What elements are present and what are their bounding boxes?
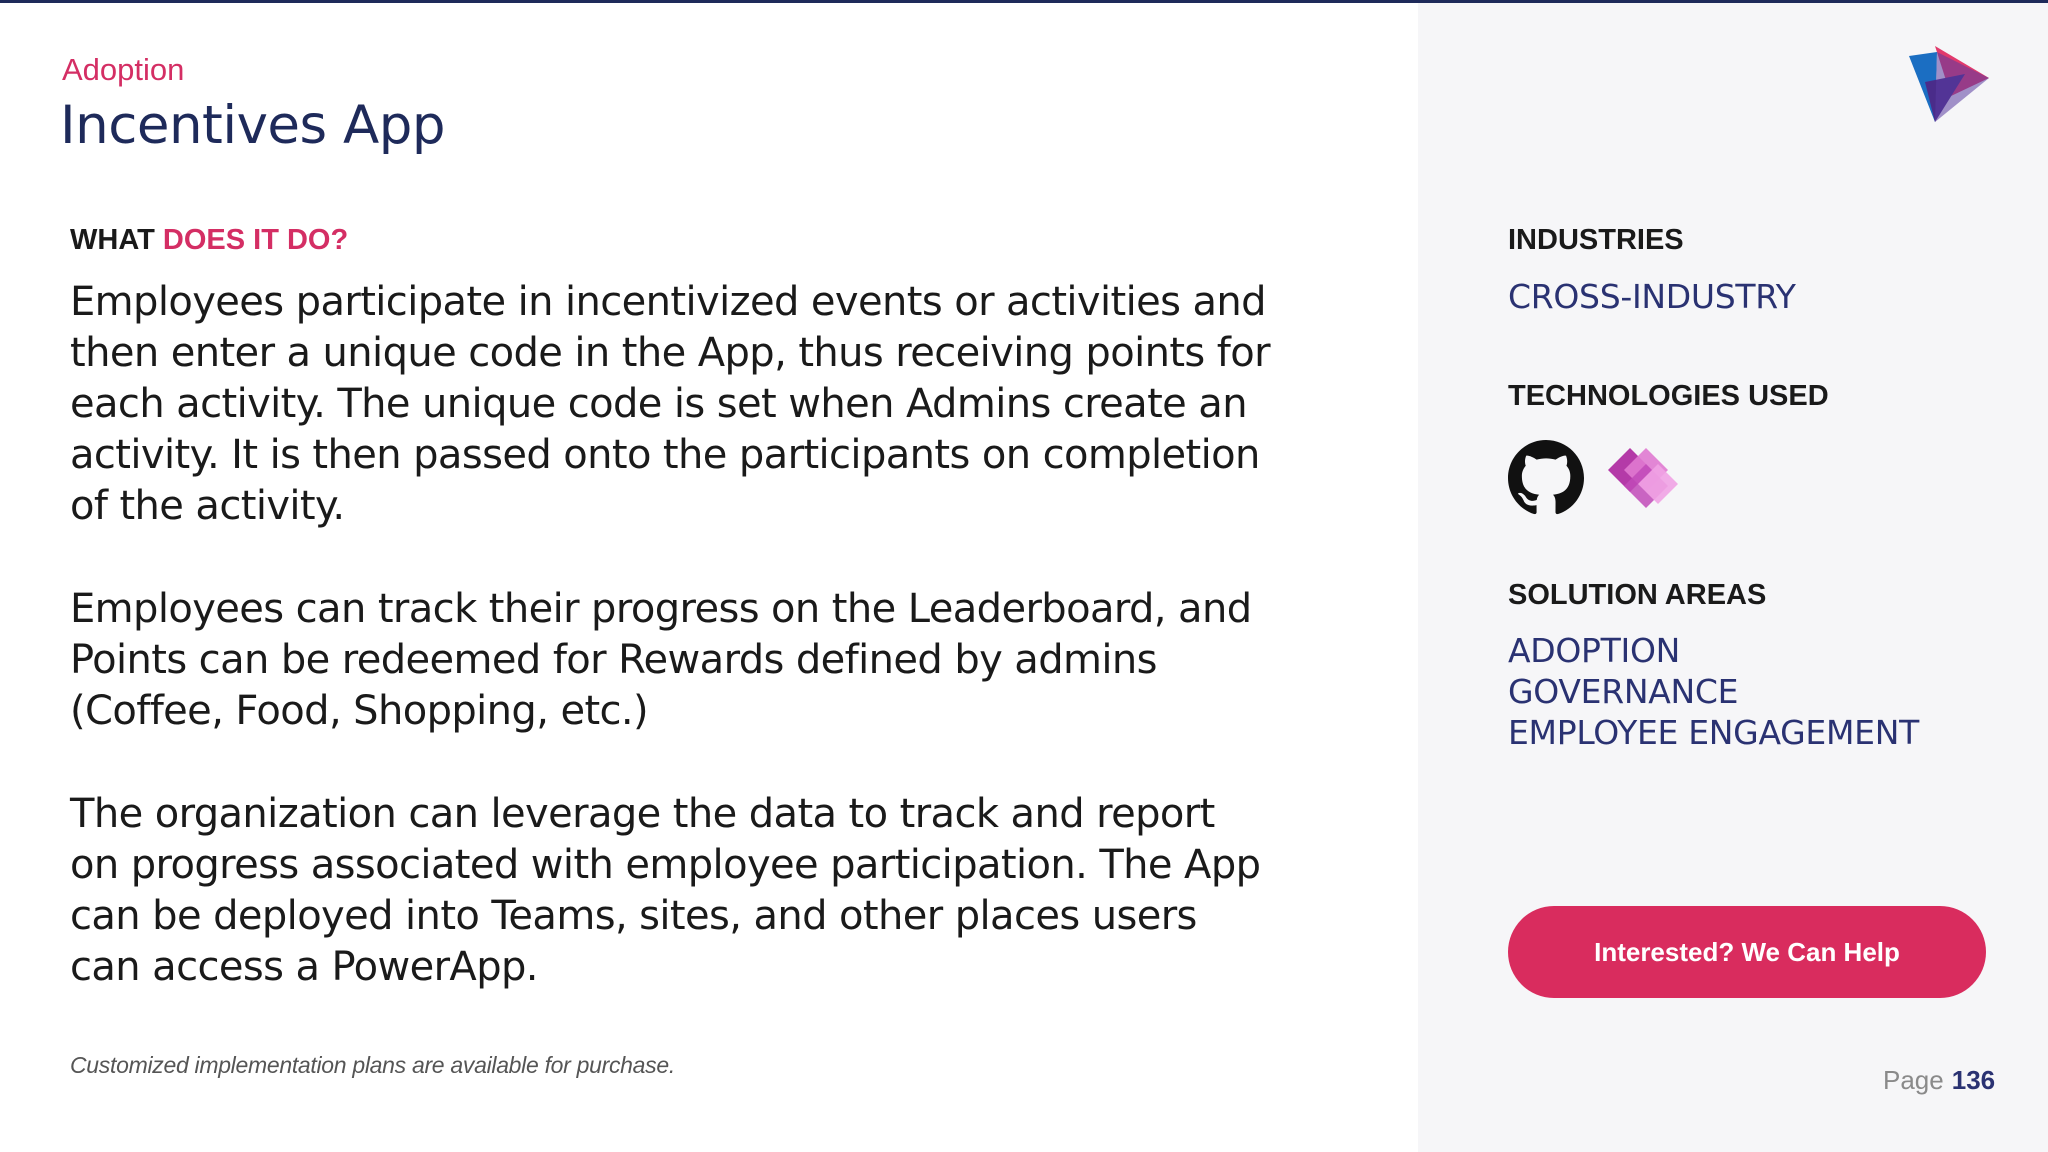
solution-areas-heading: SOLUTION AREAS [1508,579,1767,611]
description-paragraph: Employees can track their progress on the Leaderboard, and Points can be redeemed for Rewards defined by admins (Coffee, Food, Shopping, etc.) [70,586,1252,734]
github-icon [1508,440,1584,516]
interested-help-button[interactable]: Interested? We Can Help [1508,906,1986,998]
section-heading-prefix: WHAT [70,224,163,256]
technologies-heading: TECHNOLOGIES USED [1508,380,1829,412]
solution-areas-list [1508,630,1919,753]
solution-area-item: ADOPTION [1508,631,1681,670]
description-paragraph: The organization can leverage the data to track and report on progress associated with employee participation. The App can be deployed into Teams, sites, and other places users can access a PowerApp. [70,791,1261,990]
technologies-list [1508,440,1682,516]
brand-logo-icon [1905,42,1990,127]
solution-area-item: GOVERNANCE [1508,672,1739,711]
power-apps-icon [1606,440,1682,516]
page-number-value: 136 [1951,1065,1996,1095]
section-heading-accent: DOES IT DO? [162,224,349,256]
category-label: Adoption [62,52,185,87]
industries-heading: INDUSTRIES [1508,224,1684,256]
industries-value: CROSS-INDUSTRY [1508,277,1796,316]
footnote: Customized implementation plans are available for purchase. [70,1052,675,1078]
page-title: Incentives App [60,95,446,156]
solution-area-item: EMPLOYEE ENGAGEMENT [1508,713,1919,752]
section-heading [70,224,348,257]
page-label: Page [1883,1065,1944,1095]
description-paragraph: Employees participate in incentivized events or activities and then enter a unique code in the App, thus receiving points for each activity. The unique code is set when Admins create an activity. It is then passed onto the participants on completion of the activity. [70,279,1270,529]
page-number [1883,1065,1995,1096]
